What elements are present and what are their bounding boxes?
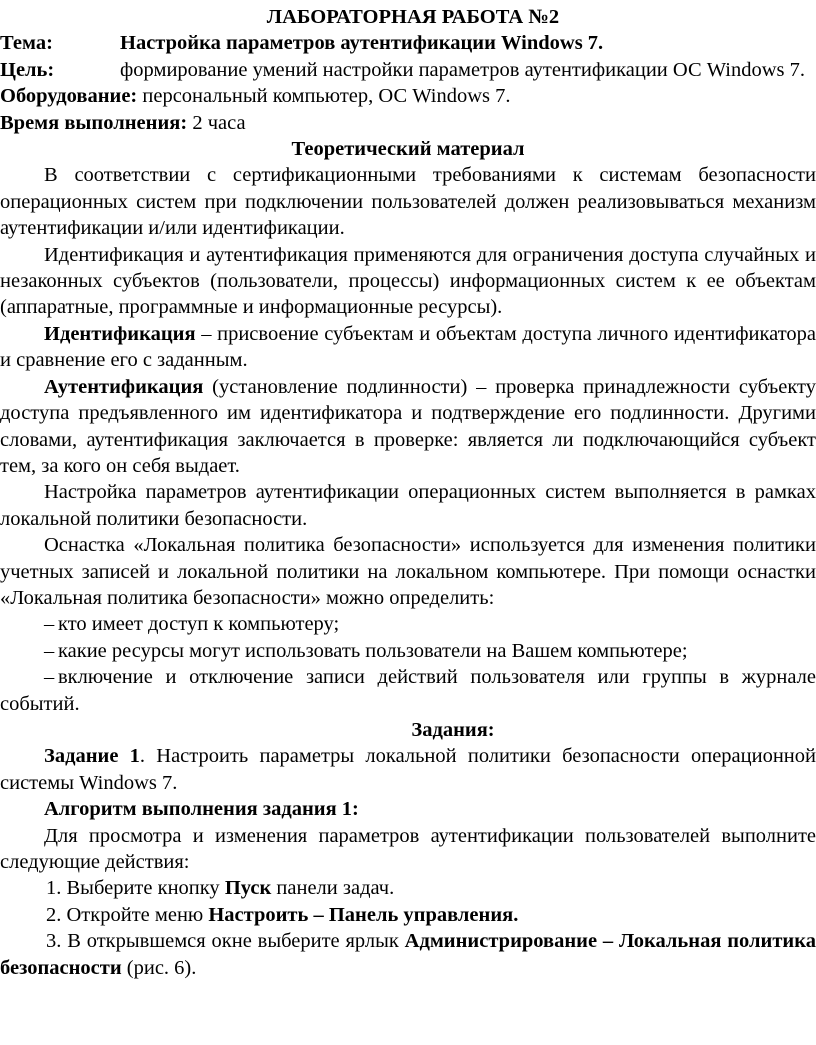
theory-paragraph-5: Настройка параметров аутентификации операционных систем выполняется в рамках локальной политики безопасности. — [0, 481, 816, 530]
step-1-pre: 1. Выберите кнопку — [46, 877, 225, 900]
step-3-pre: 3. В открывшемся окне выберите ярлык — [46, 930, 405, 953]
dash-marker: – — [44, 639, 55, 662]
goal-row — [0, 57, 816, 83]
list-item-text: кто имеет доступ к компьютеру; — [58, 613, 340, 636]
equipment-value: персональный компьютер, ОС Windows 7. — [137, 85, 511, 108]
identification-term: Идентификация — [44, 322, 196, 345]
step-2-bold: Настроить – Панель управления. — [208, 903, 519, 926]
list-item — [0, 664, 816, 717]
dash-marker: – — [44, 666, 55, 689]
algorithm-heading — [0, 796, 816, 822]
topic-row — [0, 30, 816, 56]
duration-line — [0, 110, 816, 136]
theory-paragraph-1: В соответствии с сертификационными требованиями к системам безопасности операционных систем при подключении пользователей должен реализовываться механизм аутентификации и/или идентификации. — [0, 164, 816, 240]
duration-value: 2 часа — [187, 111, 246, 134]
theory-paragraph-6: Оснастка «Локальная политика безопасности» используется для изменения политики учетных записей и локальной политики на локальном компьютере. При помощи оснастки «Локальная политика безопасности» можно определить: — [0, 534, 816, 609]
goal-label: Цель: — [0, 58, 55, 81]
list-item-text: включение и отключение записи действий пользователя или группы в журнале событий. — [0, 666, 816, 715]
topic-label: Тема: — [0, 32, 53, 55]
list-item — [0, 611, 816, 637]
identification-text: – присвоение субъектам и объектам доступа личного идентификатора и сравнение его с заданным. — [0, 322, 816, 372]
step-3-bold: Администрирование – Локальная политика безопасности — [0, 930, 816, 979]
goal-value: формирование умений настройки параметров аутентификации ОС Windows 7. — [120, 58, 805, 81]
lab-title: ЛАБОРАТОРНАЯ РАБОТА №2 — [266, 6, 560, 28]
equipment-line — [0, 83, 816, 109]
theory-heading: Теоретический материал — [291, 138, 525, 161]
algorithm-heading-text: Алгоритм выполнения задания 1: — [44, 798, 359, 821]
identification-definition — [0, 321, 816, 374]
authentication-text: (установление подлинности) – проверка принадлежности субъекту доступа предъявленного им идентификатора и подтверждение его подлинности. Другими словами, аутентификация заключается в проверке: является ли подключающийся субъект тем, за кого он себя выдает. — [0, 375, 816, 477]
authentication-term: Аутентификация — [44, 375, 204, 398]
step-1-bold: Пуск — [224, 877, 272, 900]
theory-paragraph-2: Идентификация и аутентификация применяются для ограничения доступа случайных и незаконных субъектов (пользователи, процессы) информационных систем к ее объектам (аппаратные, программные и информационные ресурсы). — [0, 243, 816, 319]
dash-marker: – — [44, 613, 55, 636]
task-1-term: Задание 1 — [44, 745, 140, 768]
task-1 — [0, 743, 816, 796]
topic-value: Настройка параметров аутентификации Windows 7. — [120, 32, 604, 55]
step-1-post: панели задач. — [271, 877, 395, 900]
equipment-label: Оборудование: — [0, 85, 138, 108]
tasks-heading: Задания: — [411, 718, 495, 741]
step-3 — [0, 928, 816, 981]
list-item — [0, 638, 816, 664]
list-item-text: какие ресурсы могут использовать пользователи на Вашем компьютере; — [58, 639, 688, 662]
step-2 — [0, 902, 816, 928]
step-2-pre: 2. Откройте меню — [46, 903, 209, 926]
step-1 — [0, 875, 816, 901]
algorithm-intro: Для просмотра и изменения параметров аутентификации пользователей выполните следующие действия: — [0, 824, 816, 873]
authentication-definition — [0, 374, 816, 480]
duration-label: Время выполнения: — [0, 111, 188, 134]
task-1-text: . Настроить параметры локальной политики безопасности операционной системы Windows 7. — [0, 745, 816, 794]
step-3-post: (рис. 6). — [121, 956, 197, 979]
